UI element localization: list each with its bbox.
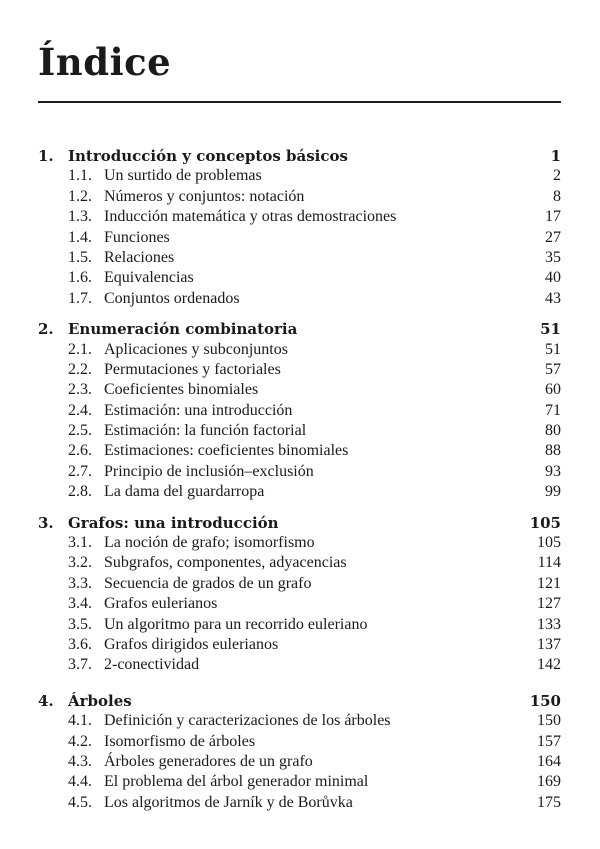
section-number: 1.3. [68, 208, 92, 226]
section-number: 1.2. [68, 187, 92, 205]
section-page: 133 [537, 615, 561, 633]
toc-section-entry[interactable] [38, 248, 561, 268]
section-title: Permutaciones y factoriales [104, 360, 281, 378]
section-title: Grafos eulerianos [104, 595, 218, 613]
section-number: 3.5. [68, 615, 92, 633]
section-page: 157 [537, 732, 561, 750]
section-page: 137 [537, 635, 561, 653]
section-title: Un algoritmo para un recorrido euleriano [104, 615, 368, 633]
chapter-block [38, 691, 561, 813]
section-page: 8 [553, 187, 561, 205]
section-title: Estimación: una introducción [104, 401, 293, 419]
section-title: Principio de inclusión–exclusión [104, 462, 314, 480]
section-number: 3.6. [68, 635, 92, 653]
section-page: 2 [553, 167, 561, 185]
table-of-contents [38, 146, 561, 813]
toc-section-entry[interactable] [38, 574, 561, 594]
chapter-page: 1 [550, 147, 561, 165]
section-title: Subgrafos, componentes, adyacencias [104, 554, 347, 572]
section-page: 164 [537, 752, 561, 770]
toc-section-entry[interactable] [38, 635, 561, 655]
section-page: 93 [545, 462, 561, 480]
section-number: 3.7. [68, 656, 92, 674]
section-page: 105 [537, 534, 561, 552]
chapter-title: Introducción y conceptos básicos [68, 147, 348, 165]
toc-section-entry[interactable] [38, 228, 561, 248]
section-page: 142 [537, 656, 561, 674]
section-number: 4.5. [68, 793, 92, 811]
section-title: Aplicaciones y subconjuntos [104, 340, 288, 358]
toc-section-entry[interactable] [38, 732, 561, 752]
toc-section-entry[interactable] [38, 594, 561, 614]
section-page: 40 [545, 269, 561, 287]
section-number: 2.8. [68, 483, 92, 501]
toc-section-entry[interactable] [38, 166, 561, 186]
section-title: Isomorfismo de árboles [104, 732, 256, 750]
section-title: Árboles generadores de un grafo [104, 752, 313, 770]
section-title: Conjuntos ordenados [104, 289, 240, 307]
section-page: 57 [545, 360, 561, 378]
section-page: 60 [545, 381, 561, 399]
section-title: Inducción matemática y otras demostraciones [104, 208, 397, 226]
toc-section-entry[interactable] [38, 553, 561, 573]
section-number: 4.2. [68, 732, 92, 750]
section-number: 1.6. [68, 269, 92, 287]
chapter-page: 150 [529, 691, 561, 710]
section-number: 2.5. [68, 422, 92, 440]
toc-section-entry[interactable] [38, 772, 561, 792]
section-page: 17 [545, 208, 561, 226]
toc-section-entry[interactable] [38, 655, 561, 675]
toc-section-entry[interactable] [38, 462, 561, 482]
section-number: 4.3. [68, 752, 92, 770]
toc-chapter-entry[interactable] [38, 146, 561, 166]
section-page: 121 [537, 574, 561, 592]
chapter-title: Grafos: una introducción [68, 513, 279, 532]
chapter-block [38, 146, 561, 309]
section-page: 175 [537, 793, 561, 811]
section-number: 3.2. [68, 554, 92, 572]
chapter-number: 3. [38, 513, 54, 532]
toc-section-entry[interactable] [38, 360, 561, 380]
section-page: 114 [537, 554, 561, 572]
section-number: 2.6. [68, 442, 92, 460]
section-number: 3.3. [68, 574, 92, 592]
toc-section-entry[interactable] [38, 268, 561, 288]
section-page: 51 [545, 340, 561, 358]
section-number: 2.3. [68, 381, 92, 399]
toc-section-entry[interactable] [38, 793, 561, 813]
toc-section-entry[interactable] [38, 711, 561, 731]
section-title: Relaciones [104, 248, 175, 266]
section-title: La dama del guardarropa [104, 483, 265, 501]
section-page: 88 [545, 442, 561, 460]
toc-section-entry[interactable] [38, 380, 561, 400]
toc-section-entry[interactable] [38, 401, 561, 421]
chapter-number: 2. [38, 320, 54, 339]
page-title: Índice [38, 40, 172, 84]
section-page: 99 [545, 483, 561, 501]
section-number: 1.7. [68, 289, 92, 307]
chapter-page: 51 [540, 320, 561, 339]
section-page: 71 [545, 401, 561, 419]
toc-section-entry[interactable] [38, 207, 561, 227]
toc-section-entry[interactable] [38, 421, 561, 441]
chapter-block [38, 513, 561, 676]
section-title: Grafos dirigidos eulerianos [104, 635, 279, 653]
section-title: Un surtido de problemas [104, 167, 262, 185]
toc-section-entry[interactable] [38, 615, 561, 635]
chapter-number: 1. [38, 147, 54, 165]
section-title: Funciones [104, 228, 170, 246]
chapter-title: Árboles [68, 691, 132, 710]
section-title: El problema del árbol generador minimal [104, 773, 369, 791]
section-number: 4.4. [68, 773, 92, 791]
section-number: 2.7. [68, 462, 92, 480]
section-page: 80 [545, 422, 561, 440]
toc-section-entry[interactable] [38, 340, 561, 360]
section-title: La noción de grafo; isomorfismo [104, 534, 315, 552]
section-title: Definición y caracterizaciones de los árboles [104, 712, 391, 730]
section-title: Números y conjuntos: notación [104, 187, 305, 205]
toc-section-entry[interactable] [38, 441, 561, 461]
toc-chapter-entry[interactable] [38, 513, 561, 533]
toc-section-entry[interactable] [38, 187, 561, 207]
section-number: 2.4. [68, 401, 92, 419]
section-number: 1.4. [68, 228, 92, 246]
chapter-title: Enumeración combinatoria [68, 320, 298, 339]
toc-section-entry[interactable] [38, 482, 561, 502]
chapter-page: 105 [529, 513, 561, 532]
section-title: 2-conectividad [104, 656, 200, 674]
chapter-number: 4. [38, 691, 54, 710]
toc-section-entry[interactable] [38, 752, 561, 772]
section-number: 4.1. [68, 712, 92, 730]
section-number: 1.5. [68, 248, 92, 266]
section-number: 2.1. [68, 340, 92, 358]
section-title: Equivalencias [104, 269, 194, 287]
toc-section-entry[interactable] [38, 533, 561, 553]
title-rule [38, 101, 561, 103]
chapter-block [38, 319, 561, 503]
section-page: 35 [545, 248, 561, 266]
section-page: 150 [537, 712, 561, 730]
section-title: Estimación: la función factorial [104, 422, 307, 440]
section-page: 169 [537, 773, 561, 791]
section-page: 27 [545, 228, 561, 246]
toc-chapter-entry[interactable] [38, 319, 561, 339]
section-number: 3.1. [68, 534, 92, 552]
section-number: 2.2. [68, 360, 92, 378]
section-page: 43 [545, 289, 561, 307]
section-title: Secuencia de grados de un grafo [104, 574, 312, 592]
section-title: Los algoritmos de Jarník y de Borůvka [104, 793, 353, 811]
section-number: 1.1. [68, 167, 92, 185]
toc-chapter-entry[interactable] [38, 691, 561, 711]
section-title: Coeficientes binomiales [104, 381, 259, 399]
section-number: 3.4. [68, 595, 92, 613]
section-title: Estimaciones: coeficientes binomiales [104, 442, 349, 460]
toc-section-entry[interactable] [38, 289, 561, 309]
section-page: 127 [537, 595, 561, 613]
